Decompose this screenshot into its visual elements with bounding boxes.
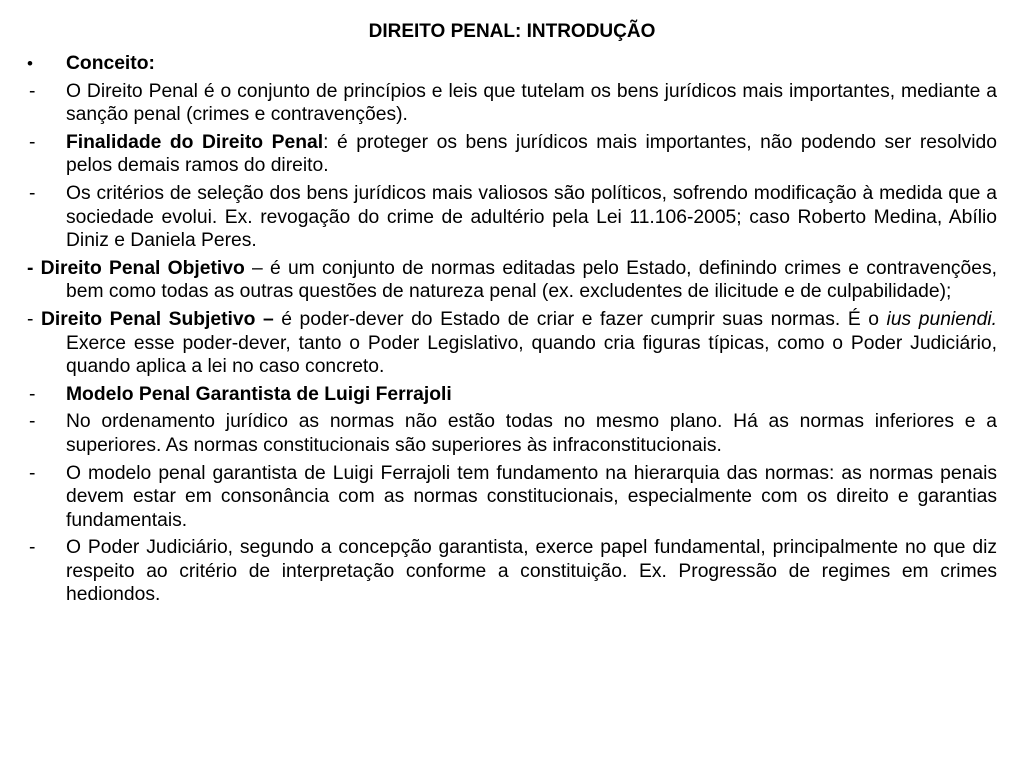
dash-marker: - — [29, 383, 36, 405]
dash-marker: - — [29, 131, 36, 153]
item-text: : é proteger os bens jurídicos mais importantes, não podendo ser resolvido pelos demais ramos do direito. — [66, 131, 998, 177]
list-item — [27, 52, 997, 76]
item-text: O Direito Penal é o conjunto de princípios e leis que tutelam os bens jurídicos mais importantes, mediante a sanção penal (crimes e contravenções). — [66, 80, 997, 126]
slide-title: DIREITO PENAL: INTRODUÇÃO — [368, 21, 656, 42]
item-text: No ordenamento jurídico as normas não estão todas no mesmo plano. Há as normas inferiores e a superiores. As normas constitucionais são superiores às infraconstitucionais. — [66, 411, 997, 456]
item-text: O Poder Judiciário, segundo a concepção garantista, exerce papel fundamental, principalmente no que diz respeito ao critério de interpretação conforme a constituição. Ex. Progressão de regimes em crimes hediondos. — [66, 537, 997, 606]
dash-marker: - — [29, 182, 36, 204]
list-item — [27, 383, 997, 407]
item-heading: - Direito Penal Objetivo — [27, 257, 245, 279]
list-item — [27, 182, 997, 253]
item-heading: Modelo Penal Garantista de Luigi Ferrajoli — [66, 383, 452, 405]
item-text-continued: Exerce esse poder-dever, tanto o Poder Legislativo, quando cria figuras típicas, como o Poder Judiciário, quando aplica a lei no caso concreto. — [66, 332, 997, 378]
dash-marker: - — [29, 411, 36, 433]
dash-marker: - — [29, 462, 36, 484]
list-item — [27, 80, 997, 127]
item-text: – é um conjunto de normas editadas pelo Estado, definindo crimes e contravenções, bem como todas as outras questões de natureza penal (ex. excludentes de ilicitude e de culpabilidade); — [66, 257, 997, 303]
item-prefix: - — [27, 308, 41, 330]
list-item — [27, 131, 997, 178]
item-text: é poder-dever do Estado de criar e fazer cumprir suas normas. É o — [273, 308, 887, 330]
item-heading: Finalidade do Direito Penal — [66, 131, 324, 153]
list-item — [27, 410, 997, 457]
item-text: Os critérios de seleção dos bens jurídicos mais valiosos são políticos, sofrendo modificação à medida que a sociedade evolui. Ex. revogação do crime de adultério pela Lei 11.106-2005; caso Roberto Medina, Abílio Diniz e Daniela Peres. — [66, 182, 997, 252]
list-item — [27, 257, 997, 304]
dash-marker: - — [29, 537, 36, 559]
dash-marker: - — [29, 80, 36, 102]
list-item — [27, 536, 997, 607]
bullet-marker: • — [27, 54, 33, 73]
item-italic-term: ius puniendi. — [886, 308, 998, 330]
item-heading: Conceito: — [66, 53, 155, 74]
slide-body — [27, 52, 997, 611]
list-item — [27, 308, 997, 379]
list-item — [27, 462, 997, 533]
item-heading: Direito Penal Subjetivo – — [41, 308, 274, 330]
item-text: O modelo penal garantista de Luigi Ferrajoli tem fundamento na hierarquia das normas: as normas penais devem estar em consonância com as normas constitucionais, especialmente com os direito e garantias fundamentais. — [66, 462, 997, 531]
